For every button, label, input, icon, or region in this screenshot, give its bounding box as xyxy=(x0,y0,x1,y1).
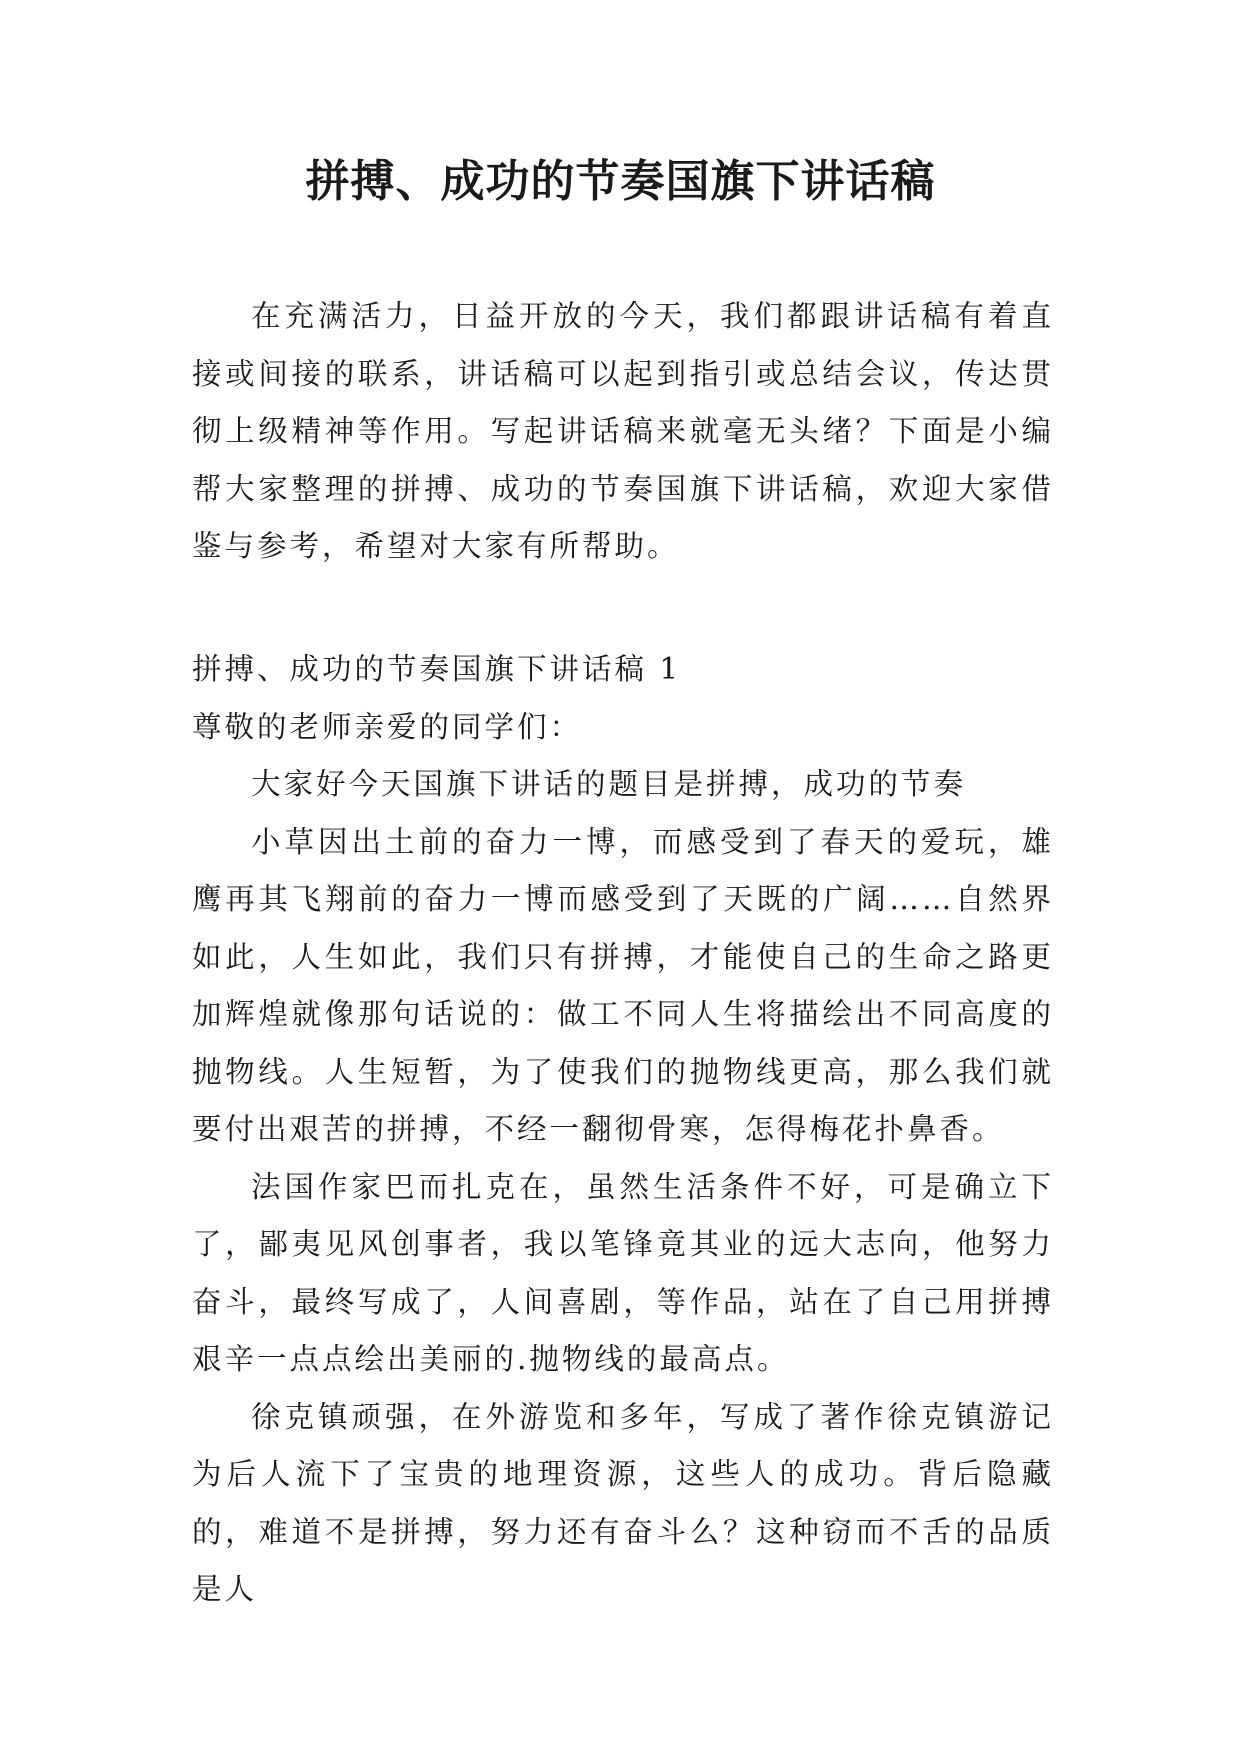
speech-paragraph-1: 大家好今天国旗下讲话的题目是拼搏，成功的节奏 xyxy=(251,767,967,801)
intro-paragraph: 在充满活力，日益开放的今天，我们都跟讲话稿有着直接或间接的联系，讲话稿可以起到指引或总结会议，传达贯彻上级精神等作用。写起讲话稿来就毫无头绪？下面是小编帮大家整理的拼搏、成功的节奏国旗下讲话稿，欢迎大家借鉴与参考，希望对大家有所帮助。 xyxy=(192,299,1054,563)
speech-paragraph-3: 法国作家巴而扎克在，虽然生活条件不好，可是确立下了，鄙夷见风创事者，我以笔锋竟其业的远大志向，他努力奋斗，最终写成了，人间喜剧，等作品，站在了自己用拼搏艰辛一点点绘出美丽的.抛物线的最高点。 xyxy=(192,1169,1054,1376)
speech-paragraph-4: 徐克镇顽强，在外游览和多年，写成了著作徐克镇游记为后人流下了宝贵的地理资源，这些人的成功。背后隐藏的，难道不是拼搏，努力还有奋斗么？这种窃而不舌的品质是人 xyxy=(192,1399,1054,1606)
document-title: 拼搏、成功的节奏国旗下讲话稿 xyxy=(305,156,936,207)
salutation: 尊敬的老师亲爱的同学们： xyxy=(192,709,583,744)
intro-block xyxy=(192,288,1054,576)
section-heading: 拼搏、成功的节奏国旗下讲话稿 1 xyxy=(192,652,682,686)
speech-paragraph-2: 小草因出土前的奋力一博，而感受到了春天的爱玩，雄鹰再其飞翔前的奋力一博而感受到了天既的广阔……自然界如此，人生如此，我们只有拼搏，才能使自己的生命之路更加辉煌就像那句话说的：做工不同人生将描绘出不同高度的抛物线。人生短暂，为了使我们的抛物线更高，那么我们就要付出艰苦的拼搏，不经一翻彻骨寒，怎得梅花扑鼻香。 xyxy=(192,824,1054,1146)
speech-section xyxy=(192,641,1054,1619)
